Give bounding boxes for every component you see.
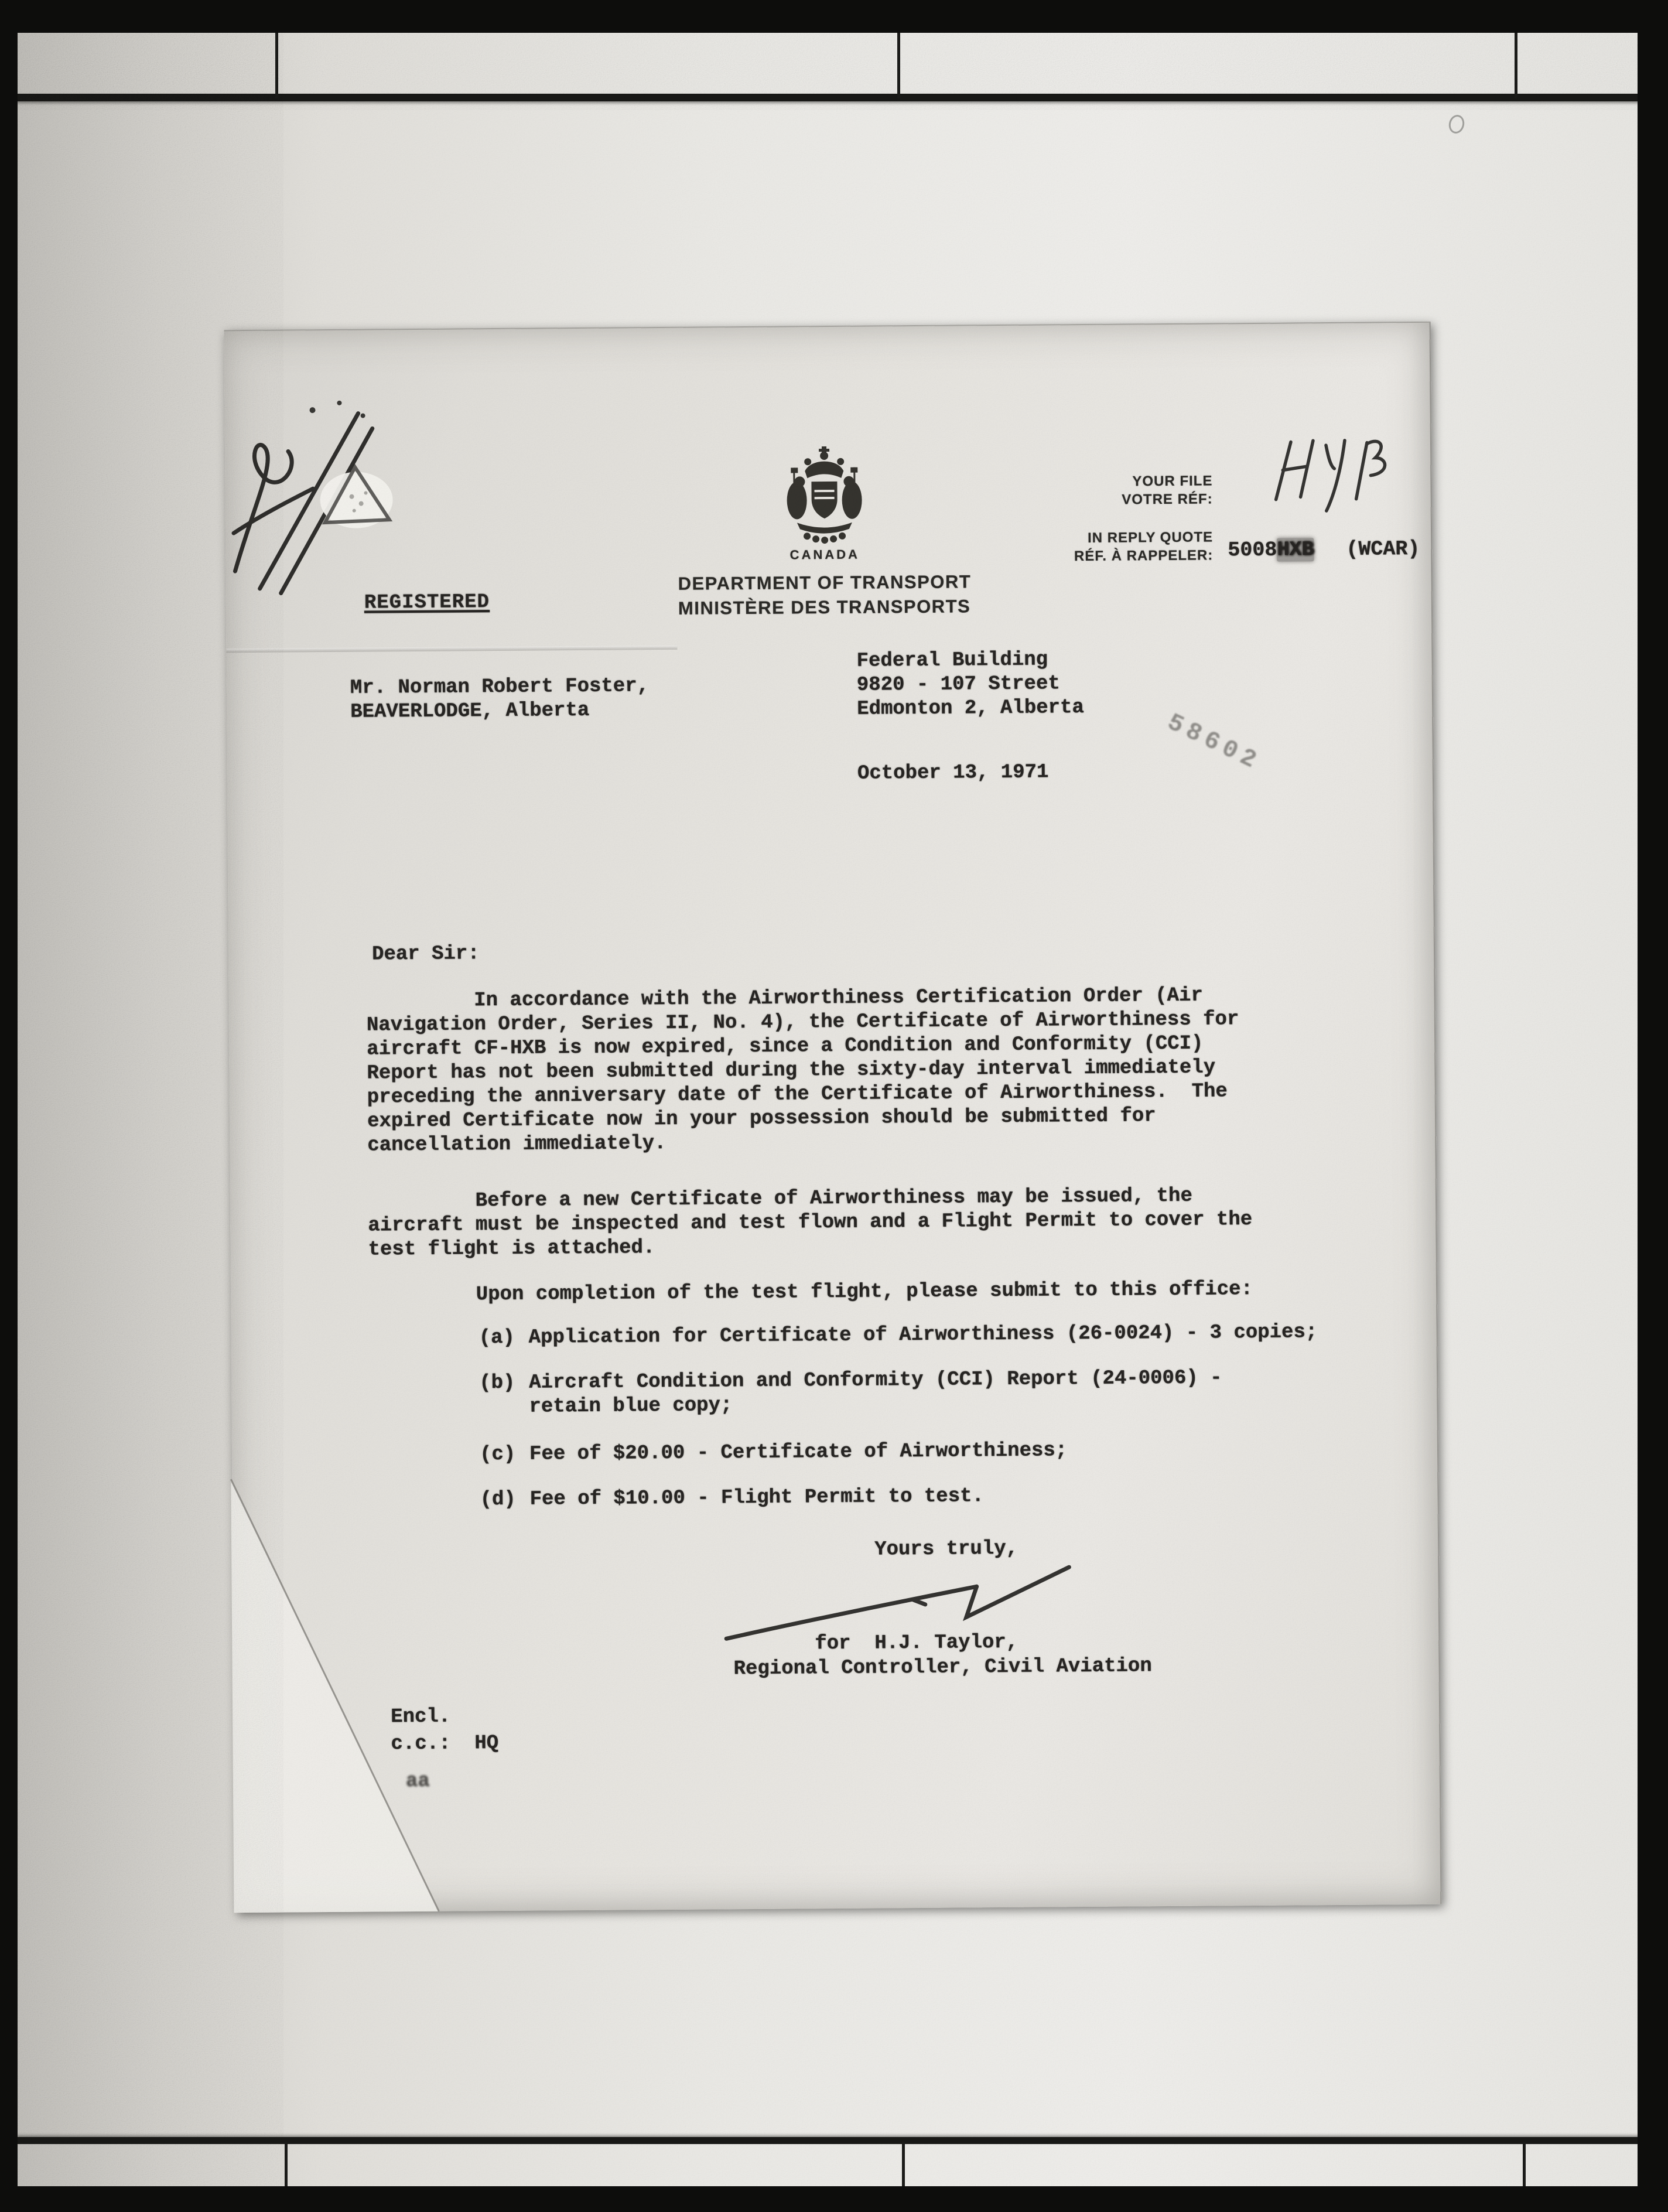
signer-name: for H.J. Taylor, [815, 1631, 1018, 1655]
cc-note: c.c.: HQ [391, 1732, 499, 1756]
letter-paper [224, 322, 1442, 1913]
typist-initials: aa [405, 1770, 430, 1793]
paper-crease [226, 646, 677, 653]
department-name-en: DEPARTMENT OF TRANSPORT [678, 571, 972, 594]
letter-date: October 13, 1971 [857, 761, 1049, 785]
signer-title: Regional Controller, Civil Aviation [733, 1655, 1152, 1681]
in-reply-label-en: IN REPLY QUOTE [1087, 529, 1214, 546]
list-item [478, 1320, 1317, 1350]
paragraph-3: Upon completion of the test flight, please submit to this office: [368, 1278, 1253, 1307]
registration-tick [902, 2142, 905, 2189]
in-reply-file-number [1228, 538, 1314, 562]
item-label: (d) [480, 1488, 516, 1511]
film-bottom-rule [16, 2137, 1650, 2144]
office-address: Federal Building 9820 - 107 Street Edmonton 2, Alberta [856, 648, 1084, 721]
registration-tick [1523, 2142, 1526, 2189]
registered-stamp: REGISTERED [364, 591, 490, 615]
registration-tick [1515, 33, 1517, 98]
registration-tick [285, 2142, 288, 2189]
item-text: Fee of $10.00 - Flight Permit to test. [529, 1485, 984, 1511]
file-number-stamp: 58602 [1163, 708, 1266, 777]
film-top-band [0, 0, 1668, 33]
registration-tick [275, 33, 278, 98]
item-text: Application for Certificate of Airworthiness (26-0024) - 3 copies; [528, 1321, 1318, 1349]
enclosure-note: Encl. [390, 1705, 451, 1729]
your-file-label-fr: VOTRE RÉF: [1122, 491, 1213, 508]
item-label: (b) [479, 1371, 515, 1395]
item-label: (a) [478, 1326, 515, 1350]
item-text: Fee of $20.00 - Certificate of Airworthiness; [529, 1439, 1068, 1466]
paragraph-1: In accordance with the Airworthiness Certification Order (Air Navigation Order, Series II, No. 4), the Certificate of Airworthiness for aircraft CF-HXB is now expired, since a Condition and Conformity (CCI) Report has not been submitted during the sixty-day interval immediately preceding the anniversary date of the Certificate of Airworthiness. The expired Certificate now in your possession should be submitted for cancellation immediately. [366, 984, 1239, 1157]
in-reply-label-fr: RÉF. À RAPPELER: [1074, 547, 1214, 565]
salutation: Dear Sir: [371, 943, 480, 966]
your-file-value-handwritten [1267, 435, 1409, 524]
complimentary-close: Yours truly, [874, 1537, 1018, 1561]
in-reply-label [1022, 528, 1213, 565]
film-top-rule [16, 94, 1650, 101]
paper-fold-corner [231, 1463, 445, 1916]
film-left-band [0, 0, 18, 2212]
film-bottom-band [0, 2186, 1668, 2212]
your-file-label [1045, 472, 1212, 509]
paragraph-2: Before a new Certificate of Airworthiness may be issued, the aircraft must be inspected and test flown and a Flight Permit to cover the test flight is attached. [367, 1184, 1253, 1261]
item-text: Aircraft Condition and Conformity (CCI) Report (24-0006) - retain blue copy; [529, 1367, 1222, 1418]
list-item [480, 1484, 984, 1512]
triangle-stamp [317, 460, 400, 534]
canada-coat-of-arms [780, 446, 869, 547]
list-item [480, 1439, 1067, 1467]
aircraft-code-overstruck: HXB [1277, 538, 1314, 562]
registration-tick [897, 33, 900, 98]
canada-label: CANADA [789, 547, 860, 562]
your-file-label-en: YOUR FILE [1132, 473, 1213, 490]
office-code: (WCAR) [1346, 537, 1420, 561]
item-label: (c) [479, 1443, 516, 1466]
film-right-band [1638, 0, 1668, 2212]
list-item [479, 1366, 1222, 1419]
department-name-fr: MINISTÈRE DES TRANSPORTS [678, 596, 971, 619]
recipient-address: Mr. Norman Robert Foster, BEAVERLODGE, Alberta [350, 675, 650, 723]
file-number-digits: 5008 [1228, 538, 1277, 562]
